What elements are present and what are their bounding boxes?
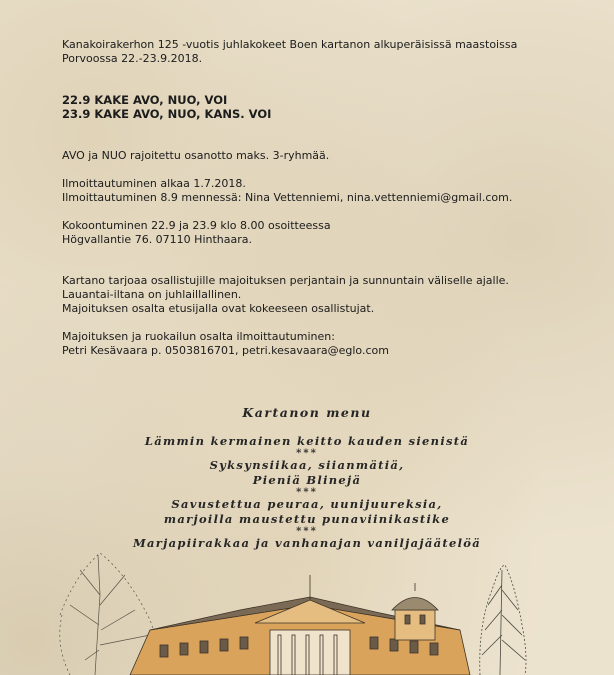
registration-deadline: Ilmoittautuminen 8.9 mennessä: Nina Vettenniemi, nina.vettenniemi@gmail.com.: [62, 191, 513, 204]
lodging-contact-heading: Majoituksen ja ruokailun osalta ilmoittautuminen:: [62, 330, 335, 343]
intro-line-2: Porvoossa 22.-23.9.2018.: [62, 52, 203, 65]
manor-building-illustration: [130, 575, 470, 675]
participation-limit: AVO ja NUO rajoitettu osanotto maks. 3-ryhmää.: [62, 149, 330, 162]
menu-course-3-line-2: marjoilla maustettu punaviinikastike: [163, 512, 451, 526]
class-day-1: 22.9 KAKE AVO, NUO, VOI: [62, 93, 228, 107]
lodging-line-1: Kartano tarjoaa osallistujille majoituksen perjantain ja sunnuntain väliselle ajalle.: [62, 274, 509, 287]
lodging-line-3: Majoituksen osalta etusijalla ovat kokeeseen osallistujat.: [62, 302, 375, 315]
menu-course-2-line-1: Syksynsiikaa, siianmätiä,: [209, 458, 405, 472]
announcement-text: [62, 38, 602, 358]
lodging-contact: Petri Kesävaara p. 0503816701, petri.kesavaara@eglo.com: [62, 344, 389, 357]
gathering-address: Högvallantie 76. 07110 Hinthaara.: [62, 233, 252, 246]
menu-separator: ***: [296, 448, 318, 459]
menu-course-1: Lämmin kermainen keitto kauden sienistä: [144, 434, 470, 448]
menu-course-4: Marjapiirakkaa ja vanhanajan vaniljajäätelöä: [133, 536, 481, 550]
registration-start: Ilmoittautuminen alkaa 1.7.2018.: [62, 177, 246, 190]
lodging-line-2: Lauantai-iltana on juhlaillallinen.: [62, 288, 242, 301]
manor-illustration: [0, 535, 614, 675]
menu-course-3-line-1: Savustettua peuraa, uunijuureksia,: [171, 497, 443, 511]
menu-separator: ***: [296, 487, 318, 498]
gathering-time: Kokoontuminen 22.9 ja 23.9 klo 8.00 osoitteessa: [62, 219, 331, 232]
intro-line-1: Kanakoirakerhon 125 -vuotis juhlakokeet Boen kartanon alkuperäisissä maastoissa: [62, 38, 518, 51]
manor-menu: [0, 405, 614, 551]
right-tree-illustration: [480, 565, 526, 675]
menu-course-2-line-2: Pieniä Blinejä: [252, 473, 362, 487]
menu-title: Kartanon menu: [242, 405, 372, 420]
class-day-2: 23.9 KAKE AVO, NUO, KANS. VOI: [62, 107, 272, 121]
menu-separator: ***: [296, 526, 318, 537]
